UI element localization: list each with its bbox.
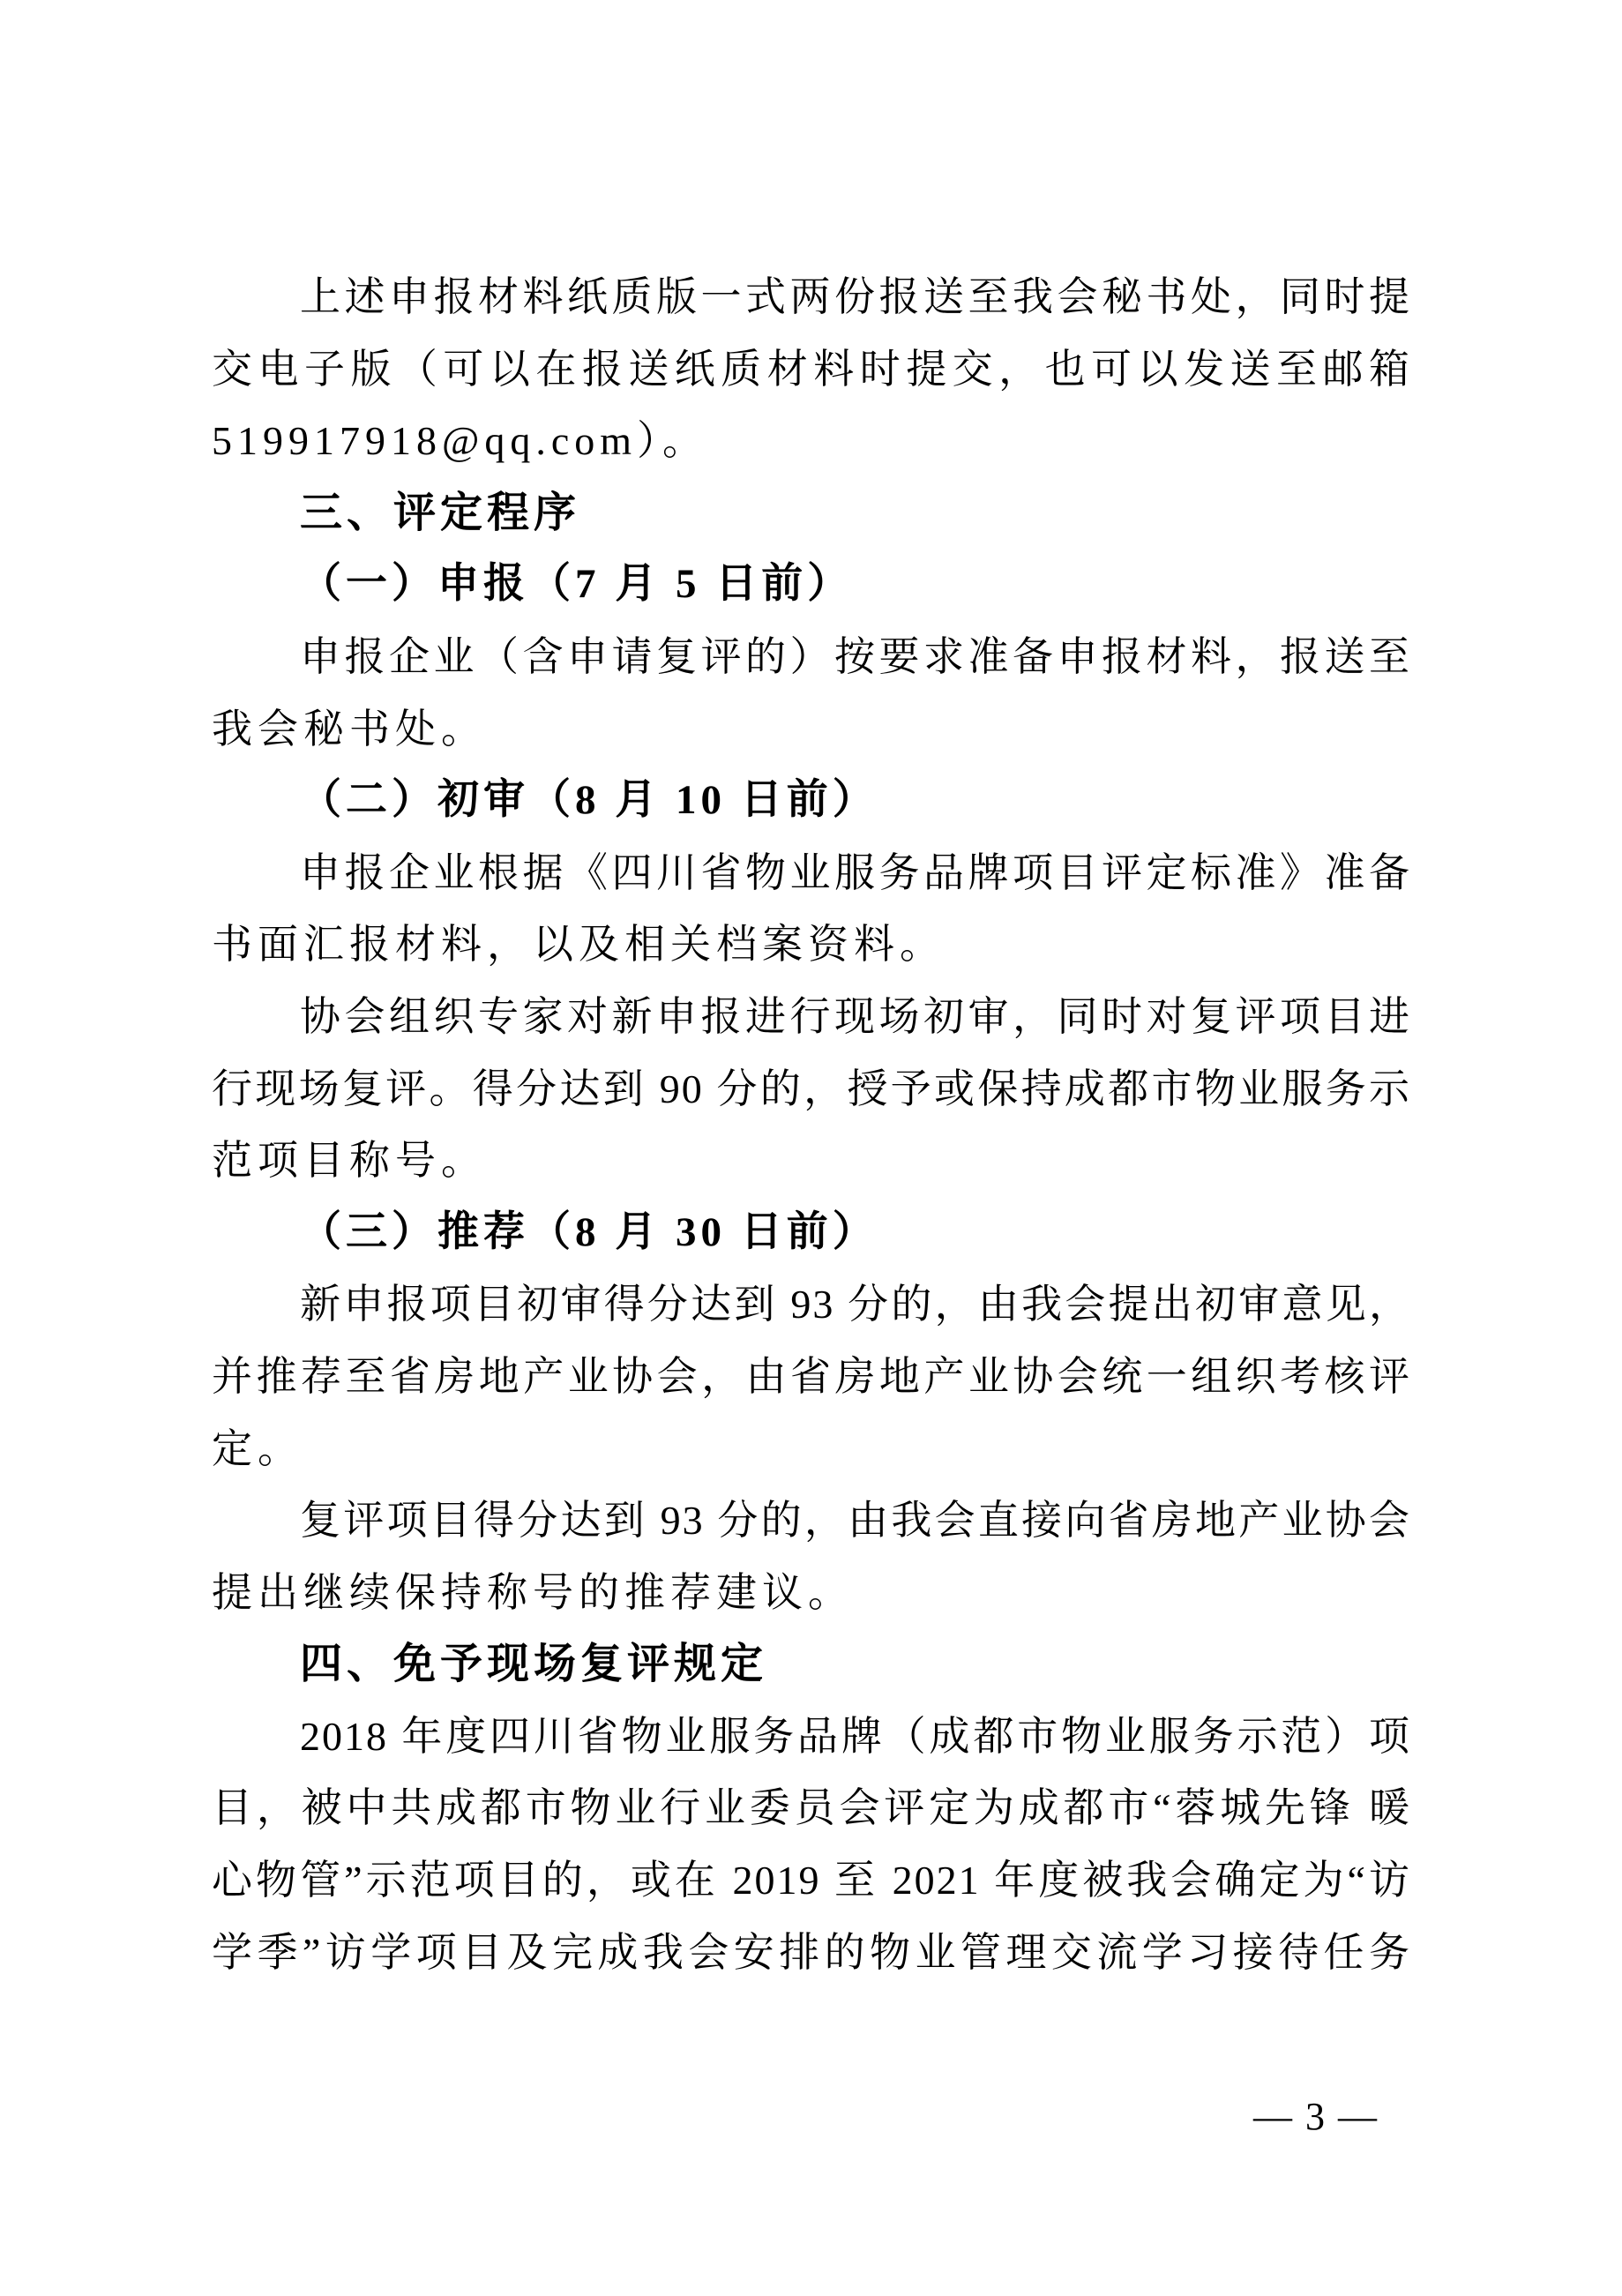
page-number: — 3 — (1253, 2095, 1379, 2138)
body-line: 申报企业（含申请复评的）按要求准备申报材料，报送至 (300, 633, 1411, 679)
body-line: 定。 (212, 1425, 303, 1471)
body-line: 复评项目得分达到 93 分的，由我会直接向省房地产业协会 (300, 1498, 1411, 1544)
subsection-heading-3-1: （一）申报（7 月 5 日前） (300, 561, 854, 608)
body-line: 范项目称号。 (212, 1138, 487, 1184)
body-line: 提出继续保持称号的推荐建议。 (212, 1569, 854, 1615)
section-heading-3: 三、评定程序 (300, 489, 581, 536)
body-line: 交电子版（可以在报送纸质材料时提交，也可以发送至邮箱 (212, 346, 1411, 392)
body-line: 2018 年度四川省物业服务品牌（成都市物业服务示范）项 (300, 1713, 1411, 1759)
body-line: 我会秘书处。 (212, 706, 487, 752)
body-line: 书面汇报材料，以及相关档案资料。 (212, 922, 946, 968)
document-body (212, 261, 1411, 1988)
body-line: 协会组织专家对新申报进行现场初审，同时对复评项目进 (300, 993, 1411, 1039)
subsection-heading-3-3: （三）推荐（8 月 30 日前） (300, 1208, 878, 1255)
body-line: 心物管”示范项目的，或在 2019 至 2021 年度被我会确定为“访 (212, 1858, 1411, 1903)
body-line: 新申报项目初审得分达到 93 分的，由我会提出初审意见， (300, 1282, 1411, 1327)
body-line: 并推荐至省房地产业协会，由省房地产业协会统一组织考核评 (212, 1353, 1411, 1399)
body-line: 申报企业根据《四川省物业服务品牌项目评定标准》准备 (300, 849, 1411, 895)
subsection-heading-3-2: （二）初审（8 月 10 日前） (300, 777, 878, 824)
body-line: 目，被中共成都市物业行业委员会评定为成都市“蓉城先锋 暖 (212, 1785, 1411, 1831)
body-line-email: 519917918@qq.com）。 (212, 418, 709, 464)
section-heading-4: 四、免予现场复评规定 (300, 1641, 768, 1688)
body-line: 上述申报材料纸质版一式两份报送至我会秘书处，同时提 (300, 274, 1411, 319)
body-line: 学季”访学项目及完成我会安排的物业管理交流学习接待任务 (212, 1929, 1411, 1975)
body-line: 行现场复评。得分达到 90 分的，授予或保持成都市物业服务示 (212, 1066, 1411, 1111)
